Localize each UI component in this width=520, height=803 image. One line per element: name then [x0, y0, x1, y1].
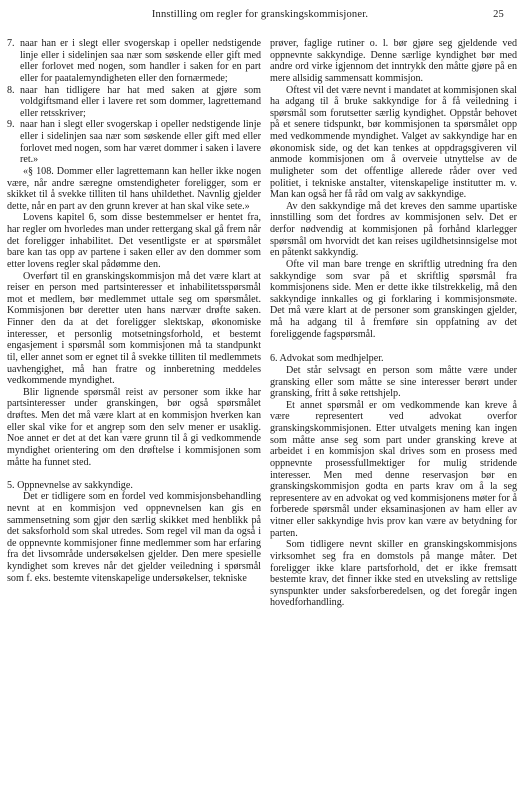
paragraph: Som tidligere nevnt skiller en granskingskommisjons virksomhet seg fra en domstols på mange måter. Det foreligger ikke klare partsforhold, det er ikke fremsatt bestemte krav, det finner ikke sted en utveksling av rettslige synspunkter under saksforberedelsen, og det foregår ingen hovedforhandling.	[270, 539, 517, 609]
list-item-number: 9.	[7, 119, 15, 131]
list-item	[7, 85, 261, 120]
list-item-text: naar han i slegt eller svogerskap i opeller nedstigende linje eller i sidelinjen saa nær som søskende eller gift med eller forlovet med nogen, som har været dommer i saken i lavere ret.»	[20, 119, 261, 166]
list-item-number: 7.	[7, 38, 15, 49]
section-heading: 5. Oppnevnelse av sakkyndige.	[7, 479, 133, 491]
paragraph: Oftest vil det være nevnt i mandatet at kommisjonen skal ha adgang til å bruke sakkyndige for å få veiledning i spørsmål som forutsetter særlig kyndighet. Oppstår behovet på et senere tidspunkt, bør kommisjonen ta spørsmålet opp med vedkommende myndighet. Valget av sakkyndige har en økonomisk side, og det kan tenkes at oppdragsgiveren vil anmode kommisjonen om å overveie utnyttelse av de muligheter som det offentlige allerede råder over ved politiet, i tekniske anstalter, vitenskapelige institutter m. v. Man kan også her få råd om valg av sakkyndige.	[270, 84, 517, 201]
list-item-number: 8.	[7, 84, 15, 96]
running-title: Innstilling om regler for granskingskommisjoner.	[151, 9, 369, 20]
page-number: 25	[493, 9, 504, 20]
running-header	[0, 9, 520, 23]
paragraph: Ofte vil man bare trenge en skriftlig utredning fra den sakkyndige som svar på et skriftlig spørsmål fra kommisjonens side. Men er dette ikke tilstrekkelig, må den sakkyndige innkalles og gi forklaring i kommisjonsmøte. Det må være klart at de personer som granskingen gjelder, må ha adgang til å fremføre sin oppfatning av det foreliggende fagspørsmål.	[270, 258, 517, 340]
paragraph: Av den sakkyndige må det kreves den samme upartiske innstilling som det fordres av kommisjonen selv. Det er derfor nødvendig at kommisjonen på forhånd klarlegger spørsmål om hvorvidt det kan reises ugildhetsinnsigelse mot en påtenkt sakkyndig.	[270, 200, 517, 259]
paragraph-section-108: «§ 108. Dommer eller lagrettemann kan heller ikke nogen være, når andre særegne omstendigheter foreligger, som er skikket til å svekke tilliten til hans uhildethet. Navnlig gjelder dette, når en part av den grunn krever at han skal vike sete.»	[7, 165, 261, 212]
paragraph: Det er tidligere som en fordel ved kommisjonsbehandling nevnt at en kommisjon ved oppnevnelsen kan gis en sammensetning som gjør den særlig skikket med henblikk på det saksforhold som skal utredes. Som regel vil man da også i de oppnevnte kommisjoner finne medlemmer som har erfaring fra det livsområde undersøkelsen gjelder. Den mere spesielle kyndighet som kreves når det gjelder veiledning i spørsmål som f. eks. bestemte vitenskapelige undersøkelser, tekniske	[7, 491, 261, 584]
right-column	[270, 38, 517, 609]
list-item	[7, 119, 261, 166]
list-item-text: naar han tidligere har hat med saken at gjøre som voldgiftsmand eller i lavere ret som dommer, lagrettemand eller retsskriver;	[20, 84, 261, 119]
left-column	[7, 38, 261, 584]
paragraph: Det står selvsagt en person som måtte være under gransking eller som måtte se sine interesser berørt under gransking, fritt å søke rettshjelp.	[270, 364, 517, 400]
paragraph: Lovens kapitel 6, som disse bestemmelser er hentet fra, har regler om hvorledes man under rettergang skal gå frem når det foreligger inhabilitet. Det vesentligste er at spørsmålet bare kan tas opp av partene i saken eller av den dommer som etter lovens regler skal pådømme den.	[7, 212, 261, 270]
paragraph: prøver, faglige rutiner o. l. bør gjøre seg gjeldende ved oppnevnte sakkyndige. Denne særlige kyndighet bør med andre ord virke igjennom det inntrykk den måtte gjøre på en mere allsidig sammensatt kommisjon.	[270, 38, 517, 84]
paragraph: Overført til en granskingskommisjon må det være klart at reiser en person med partsinteresser et inhabilitetsspørsmål mot et medlem, bør medlemmet uttale seg om spørsmålet. Kommisjonen bør deretter uten hans nærvær drøfte saken. Finner den da at det foreligger slektskap, økonomiske interesser, et personlig motsetningsforhold, et bestemt engasjement i spørsmål som kommisjonen må ta standpunkt til, eller annet som er egnet til å svekke tilliten til medlemmets uavhengighet, må han fratre og innberetning meddeles vedkommende myndighet.	[7, 270, 261, 387]
paragraph: Blir lignende spørsmål reist av personer som ikke har partsinteresser under granskingen, bør også spørsmålet drøftes. Men det må være klart at en kommisjon hverken kan eller skal vike for et angrep som den selv mener er usaklig. Noe annet er det at det kan være grunn til å gi vedkommende myndighet orientering om den drøftelse i kommisjonen som måtte ha funnet sted.	[7, 386, 261, 468]
list-item-text: naar han er i slegt eller svogerskap i opeller nedstigende linje eller i sidelinjen saa nær som søskende eller gift med eller forlovet med nogen, som handler i saken for en part eller for paatalemyndigheten eller den fornærmede;	[20, 38, 261, 84]
section-heading: 6. Advokat som medhjelper.	[270, 353, 384, 365]
paragraph: Et annet spørsmål er om vedkommende kan kreve å være representert ved advokat overfor granskingskommisjonen. Etter utvalgets mening kan ingen som måtte anse seg som part under gransking kreve at arbeidet i en kommisjon skal drives som en prosess med oppnevnte prosessfullmektiger for mulig stridende interesser. Men med denne reservasjon bør en granskingskommisjon godta en parts krav om å la seg representere av en advokat og ved kommisjonens møter for å forberede spørsmål under eksaminasjonen av ham eller av vitner eller sakkyndige hvis prov kan være av betydning for parten.	[270, 399, 517, 539]
list-item	[7, 38, 261, 85]
